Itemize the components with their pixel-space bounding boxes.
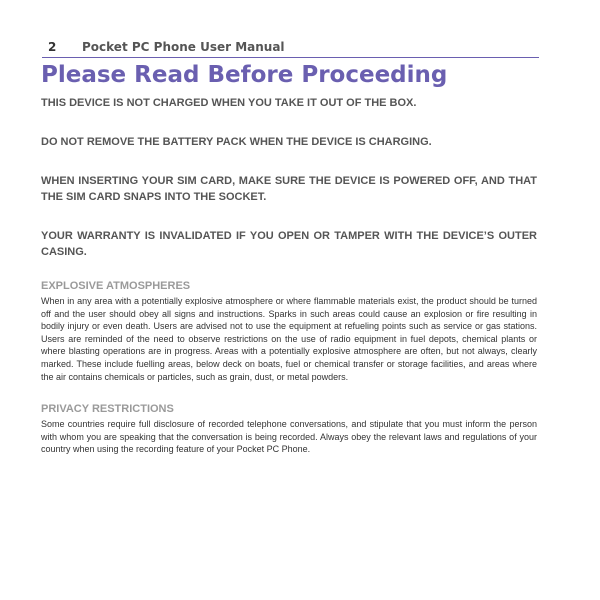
section-body-privacy: Some countries require full disclosure of recorded telephone conversations, and stipulate that you must inform the person with whom you are speaking that the conversation is being recorded. Always obey the relevant laws and regulations of your country when using the recording feature of your Pocket PC Phone. — [41, 419, 537, 455]
warning-warranty: YOUR WARRANTY IS INVALIDATED IF YOU OPEN OR TAMPER WITH THE DEVICE’S OUTER CASING. — [41, 230, 537, 258]
page-content — [41, 95, 537, 456]
section-heading-privacy: PRIVACY RESTRICTIONS — [41, 403, 174, 416]
section-body-explosive: When in any area with a potentially explosive atmosphere or where flammable materials exist, the product should be turned off and the user should obey all signs and instructions. Sparks in such areas could cause an explosion or fire resulting in bodily injury or even death. Users are advised not to use the equipment at refueling points such as service or gas stations. Users are reminded of the need to observe restrictions on the use of radio equipment in fuel depots, chemical plants or where blasting operations are in progress. Areas with a potentially explosive atmosphere are often, but not always, clearly marked. These include fuelling areas, below deck on boats, fuel or chemical transfer or storage facilities, and areas where the air contains chemicals or particles, such as grain, dust, or metal powders. — [41, 296, 537, 382]
section-privacy-restrictions — [41, 402, 537, 456]
warning-not-charged: THIS DEVICE IS NOT CHARGED WHEN YOU TAKE IT OUT OF THE BOX. — [41, 97, 417, 109]
warning-battery-removal: DO NOT REMOVE THE BATTERY PACK WHEN THE DEVICE IS CHARGING. — [41, 136, 432, 148]
header-rule — [42, 57, 539, 58]
section-heading-explosive: EXPLOSIVE ATMOSPHERES — [41, 280, 191, 292]
warning-sim-card: WHEN INSERTING YOUR SIM CARD, MAKE SURE THE DEVICE IS POWERED OFF, AND THAT THE SIM CARD SNAPS INTO THE SOCKET. — [41, 175, 537, 203]
page-header — [48, 40, 540, 58]
page-title: Please Read Before Proceeding — [41, 62, 448, 88]
manual-title: Pocket PC Phone User Manual — [82, 40, 285, 54]
section-explosive-atmospheres — [41, 279, 537, 383]
page-number: 2 — [48, 40, 57, 54]
